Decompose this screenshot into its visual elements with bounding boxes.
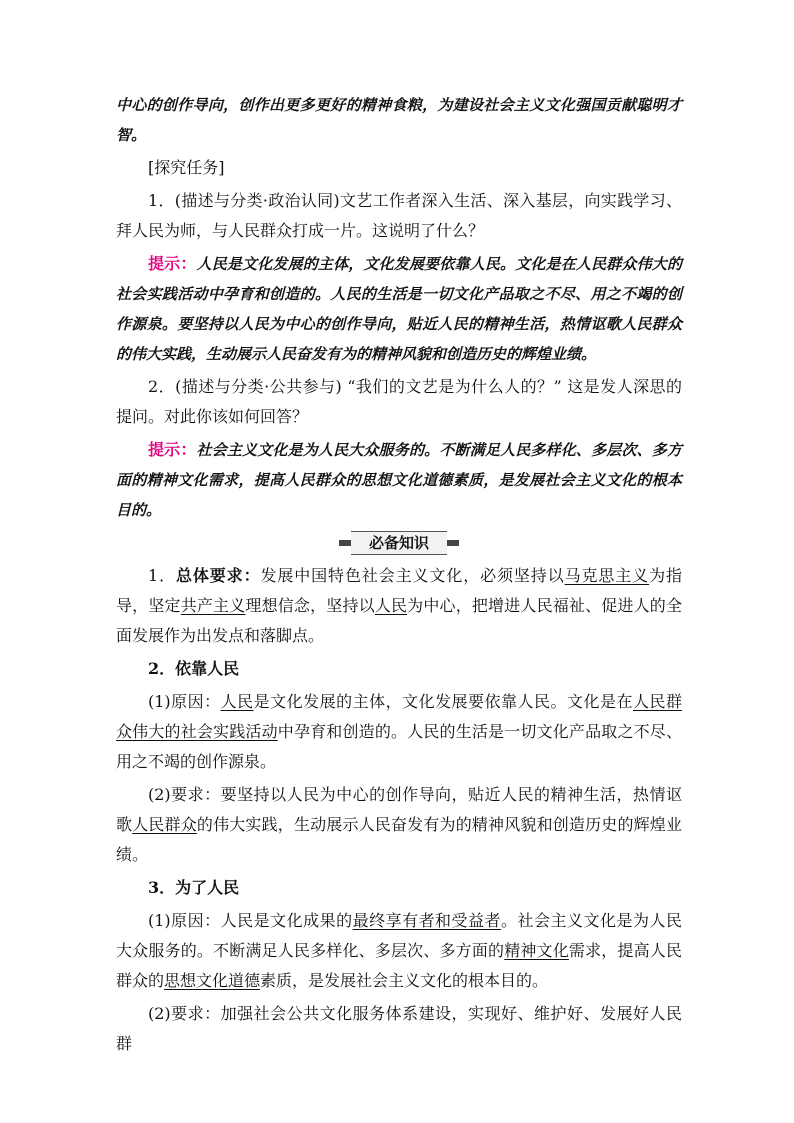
question-2-text: (描述与分类·公共参与) “我们的文艺是为什么人的？” 这是发人深思的提问。对此你该如何回答？ xyxy=(116,377,682,426)
section-banner: 必备知识 xyxy=(351,531,447,555)
knowledge-2-reason-text-b: 中孕育和创造的。人民的生活是一切文化产品取之不尽、用之不竭的创作源泉。 xyxy=(116,722,682,771)
knowledge-2-reason-text-a: 是文化发展的主体，文化发展要依靠人民。文化是在 xyxy=(253,692,633,711)
question-2-number: 2． xyxy=(148,377,176,396)
knowledge-3-reason-key-c: 思想文化道德 xyxy=(164,971,261,990)
answer-2-label: 提示： xyxy=(148,440,197,459)
intro-continuation: 中心的创作导向，创作出更多更好的精神食粮，为建设社会主义文化强国贡献聪明才智。 xyxy=(116,96,682,144)
answer-1-label: 提示： xyxy=(148,254,197,273)
knowledge-3-reason-text-c: 需求，提高人民群众的 xyxy=(116,941,682,990)
knowledge-1-text-c: 理想信念，坚持以 xyxy=(245,596,375,615)
knowledge-2-reason xyxy=(116,687,682,777)
knowledge-1 xyxy=(116,561,682,651)
question-1-text: (描述与分类·政治认同)文艺工作者深入生活、深入基层，向实践学习、拜人民为师，与人民群众打成一片。这说明了什么？ xyxy=(116,191,683,240)
answer-1-text: 人民是文化发展的主体，文化发展要依靠人民。文化是在人民群众伟大的社会实践活动中孕育和创造的。人民的生活是一切文化产品取之不尽、用之不竭的创作源泉。要坚持以人民为中心的创作导向，贴近人民的精神生活，热情讴歌人民群众的伟大实践，生动展示人民奋发有为的精神风貌和创造历史的辉煌业绩。 xyxy=(116,255,682,363)
knowledge-2-reason-prefix: (1)原因： xyxy=(148,692,221,711)
knowledge-1-text-b: 为指导，坚定 xyxy=(116,566,682,615)
question-1-number: 1． xyxy=(148,191,175,210)
answer-1 xyxy=(116,249,682,369)
knowledge-2-requirement-text-b: 的伟大实践，生动展示人民奋发有为的精神风貌和创造历史的辉煌业绩。 xyxy=(116,815,682,864)
knowledge-3-reason-text-b: 。社会主义文化是为人民大众服务的。不断满足人民多样化、多层次、多方面的 xyxy=(116,911,682,960)
knowledge-2-reason-key-a: 人民 xyxy=(220,692,254,711)
knowledge-1-text-d: 为中心，把增进人民福祉、促进人的全面发展作为出发点和落脚点。 xyxy=(116,596,682,645)
question-1 xyxy=(116,186,682,246)
knowledge-1-number: 1． xyxy=(148,566,176,585)
question-2 xyxy=(116,372,682,432)
knowledge-3-reason xyxy=(116,906,682,996)
knowledge-3-heading: 3．为了人民 xyxy=(148,878,240,897)
answer-2 xyxy=(116,435,682,525)
section-banner-wrap xyxy=(116,531,682,555)
knowledge-2-requirement-text-a: 要坚持以人民为中心的创作导向，贴近人民的精神生活，热情讴歌 xyxy=(116,785,682,834)
knowledge-1-text-a: 发展中国特色社会主义文化，必须坚持以 xyxy=(260,566,565,585)
knowledge-3-reason-text-d: 素质，是发展社会主义文化的根本目的。 xyxy=(260,971,549,990)
knowledge-3-reason-key-a: 最终享有者和受益者 xyxy=(352,911,502,930)
explore-heading: [探究任务] xyxy=(148,158,225,177)
knowledge-2-heading: 2．依靠人民 xyxy=(148,659,240,678)
knowledge-1-label: 总体要求： xyxy=(175,566,261,585)
knowledge-1-key-communism: 共产主义 xyxy=(180,596,246,615)
knowledge-3-requirement xyxy=(116,999,682,1059)
knowledge-3-requirement-text: 加强社会公共文化服务体系建设，实现好、维护好、发展好人民群 xyxy=(116,1004,682,1053)
document-body xyxy=(116,90,682,1062)
knowledge-3-reason-text-a: 人民是文化成果的 xyxy=(220,911,353,930)
knowledge-2-requirement xyxy=(116,780,682,870)
knowledge-1-key-people: 人民 xyxy=(374,596,408,615)
knowledge-1-key-marxism: 马克思主义 xyxy=(564,566,650,585)
knowledge-2-requirement-key: 人民群众 xyxy=(132,815,197,834)
knowledge-3-requirement-prefix: (2)要求： xyxy=(148,1004,221,1023)
answer-2-text: 社会主义文化是为人民大众服务的。不断满足人民多样化、多层次、多方面的精神文化需求，提高人民群众的思想文化道德素质，是发展社会主义文化的根本目的。 xyxy=(116,441,682,519)
knowledge-3-reason-key-b: 精神文化 xyxy=(504,941,569,960)
knowledge-2-reason-key-b: 人民群众伟大的社会实践活动 xyxy=(116,692,682,741)
knowledge-2-requirement-prefix: (2)要求： xyxy=(148,785,221,804)
knowledge-3-reason-prefix: (1)原因： xyxy=(148,911,221,930)
